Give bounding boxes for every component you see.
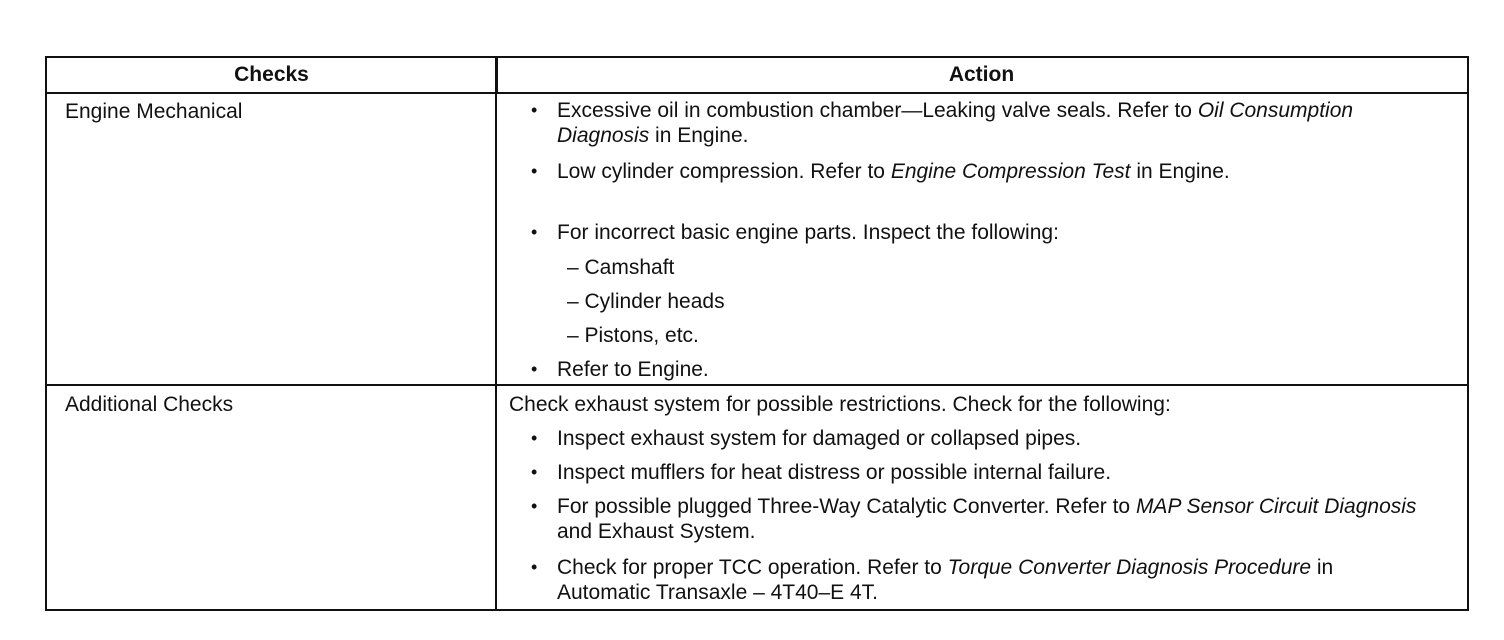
row-2-intro: Check exhaust system for possible restrictions. Check for the following: [509, 393, 1171, 416]
row-1-bullet-3-text: • For incorrect basic engine parts. Inspect the following: [507, 220, 1447, 245]
row-2-bullet-4-text: Check for proper TCC operation. Refer to [557, 556, 948, 579]
sub-item-camshaft: – Camshaft [567, 256, 675, 279]
row-2-bullet-4-tail: in Automatic Transaxle – 4T40–E 4T. [557, 556, 1334, 604]
row-1-sub-3 [507, 323, 1447, 348]
row-1-bullet-2-ref: Engine Compression Test [890, 160, 1131, 183]
row-1-bullet-1-tail: in Engine. [649, 124, 749, 147]
row-1-bullet-4-text: • Refer to Engine. [507, 357, 1447, 382]
row-2-bullet-2-text: • Inspect mufflers for heat distress or possible internal failure. [507, 460, 1447, 485]
row-2-bullet-3-ref: MAP Sensor Circuit Diagnosis [1135, 495, 1417, 518]
row-1-sub-2 [507, 289, 1447, 314]
row-1-bullet-3 [507, 220, 1447, 245]
row-2-bullet-4-ref: Torque Converter Diagnosis Procedure [947, 556, 1312, 579]
sub-item-pistons: – Pistons, etc. [567, 324, 699, 347]
row-1-bullet-2 [507, 159, 1447, 184]
diagnostic-table [45, 56, 1469, 611]
row-1-bullet-4 [507, 357, 1447, 382]
row-1-sub-1 [507, 255, 1447, 280]
row-2-bullet-3-text: For possible plugged Three-Way Catalytic Converter. Refer to [557, 495, 1136, 518]
row-1-bullet-1 [507, 98, 1377, 148]
row-2-bullet-1-text: • Inspect exhaust system for damaged or collapsed pipes. [507, 426, 1447, 451]
row-1-bullet-2-tail: in Engine. [1130, 160, 1230, 183]
row-1-check: Engine Mechanical [65, 100, 243, 123]
row-2-bullet-2 [507, 460, 1447, 485]
row-2-bullet-3 [507, 494, 1417, 544]
row-1-bullet-2-text: Low cylinder compression. Refer to [557, 160, 891, 183]
row-2-bullet-1 [507, 426, 1447, 451]
row-2-bullet-3-tail: and Exhaust System. [557, 520, 756, 543]
row-1-bullet-1-ref: Oil Consumption Diagnosis [557, 99, 1354, 147]
row-divider [47, 384, 1467, 386]
row-2-check: Additional Checks [65, 393, 234, 416]
row-2-bullet-4 [507, 555, 1357, 605]
header-checks: Checks [47, 58, 498, 94]
column-divider [495, 58, 497, 609]
header-action: Action [496, 58, 1467, 94]
sub-item-cylinder-heads: – Cylinder heads [567, 290, 725, 313]
row-1-bullet-1-text: Excessive oil in combustion chamber—Leaking valve seals. Refer to [557, 99, 1198, 122]
